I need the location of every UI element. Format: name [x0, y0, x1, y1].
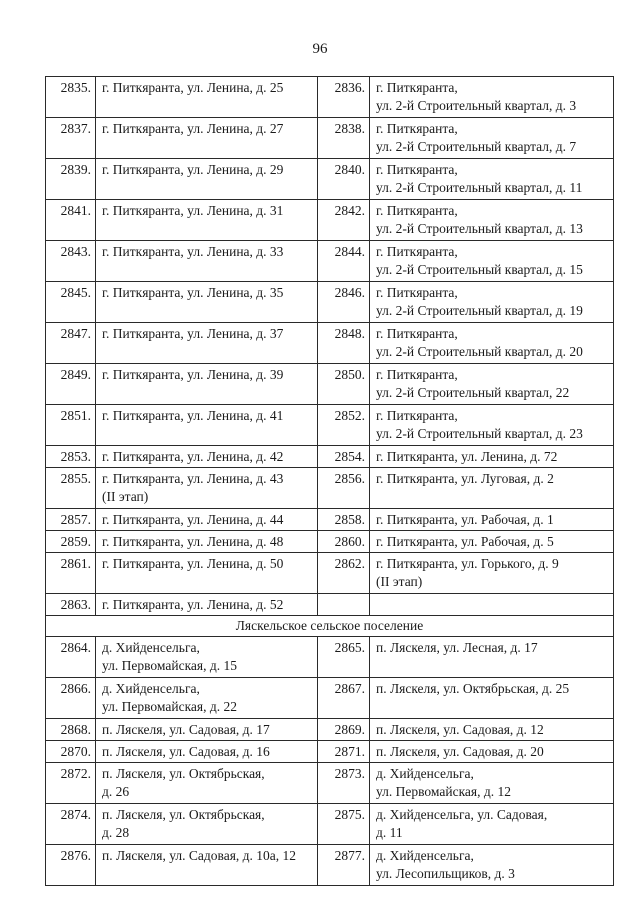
table-row	[46, 159, 614, 200]
entry-number: 2872.	[46, 763, 96, 804]
entry-address: п. Ляскеля, ул. Садовая, д. 10а, 12	[96, 845, 318, 886]
entry-number: 2858.	[318, 509, 370, 531]
table-row	[46, 364, 614, 405]
entry-number: 2865.	[318, 637, 370, 678]
entry-number: 2861.	[46, 553, 96, 594]
table-row	[46, 531, 614, 553]
entry-address: г. Питкяранта, ул. 2-й Строительный квартал, д. 7	[370, 118, 614, 159]
entry-address: п. Ляскеля, ул. Октябрьская, д. 26	[96, 763, 318, 804]
entry-number: 2840.	[318, 159, 370, 200]
entry-number: 2846.	[318, 282, 370, 323]
table-row	[46, 594, 614, 616]
table-row	[46, 637, 614, 678]
entry-address: г. Питкяранта, ул. Ленина, д. 39	[96, 364, 318, 405]
entry-address: д. Хийденсельга, ул. Первомайская, д. 22	[96, 678, 318, 719]
address-table-body-top	[46, 77, 614, 616]
entry-number	[318, 594, 370, 616]
entry-number: 2847.	[46, 323, 96, 364]
entry-address: д. Хийденсельга, ул. Садовая, д. 11	[370, 804, 614, 845]
table-row	[46, 763, 614, 804]
entry-address: п. Ляскеля, ул. Садовая, д. 20	[370, 741, 614, 763]
entry-address: г. Питкяранта, ул. Ленина, д. 44	[96, 509, 318, 531]
entry-number: 2841.	[46, 200, 96, 241]
page-number: 96	[312, 41, 328, 57]
entry-number: 2875.	[318, 804, 370, 845]
entry-number: 2845.	[46, 282, 96, 323]
table-row	[46, 509, 614, 531]
entry-number: 2850.	[318, 364, 370, 405]
entry-address: д. Хийденсельга, ул. Лесопильщиков, д. 3	[370, 845, 614, 886]
entry-address: г. Питкяранта, ул. 2-й Строительный квартал, д. 15	[370, 241, 614, 282]
entry-number: 2869.	[318, 719, 370, 741]
table-row	[46, 200, 614, 241]
entry-address: д. Хийденсельга, ул. Первомайская, д. 15	[96, 637, 318, 678]
table-row	[46, 845, 614, 886]
table-row	[46, 323, 614, 364]
entry-address: г. Питкяранта, ул. Ленина, д. 33	[96, 241, 318, 282]
entry-address: п. Ляскеля, ул. Садовая, д. 12	[370, 719, 614, 741]
entry-number: 2876.	[46, 845, 96, 886]
address-table-body-bottom	[46, 637, 614, 886]
entry-address: г. Питкяранта, ул. Ленина, д. 42	[96, 446, 318, 468]
entry-number: 2843.	[46, 241, 96, 282]
entry-number: 2857.	[46, 509, 96, 531]
address-table	[45, 76, 614, 886]
entry-address: г. Питкяранта, ул. Луговая, д. 2	[370, 468, 614, 509]
entry-number: 2871.	[318, 741, 370, 763]
entry-address: г. Питкяранта, ул. Ленина, д. 43 (II этап)	[96, 468, 318, 509]
table-row	[46, 719, 614, 741]
entry-address	[370, 594, 614, 616]
entry-number: 2849.	[46, 364, 96, 405]
entry-address: г. Питкяранта, ул. Ленина, д. 31	[96, 200, 318, 241]
entry-number: 2835.	[46, 77, 96, 118]
entry-number: 2868.	[46, 719, 96, 741]
table-row	[46, 446, 614, 468]
table-row	[46, 77, 614, 118]
table-row	[46, 804, 614, 845]
entry-number: 2866.	[46, 678, 96, 719]
entry-number: 2873.	[318, 763, 370, 804]
entry-address: г. Питкяранта, ул. 2-й Строительный квартал, д. 23	[370, 405, 614, 446]
entry-address: г. Питкяранта, ул. Горького, д. 9 (II этап)	[370, 553, 614, 594]
entry-number: 2863.	[46, 594, 96, 616]
entry-address: г. Питкяранта, ул. 2-й Строительный квартал, д. 19	[370, 282, 614, 323]
entry-address: г. Питкяранта, ул. 2-й Строительный квартал, д. 11	[370, 159, 614, 200]
table-row	[46, 118, 614, 159]
entry-address: г. Питкяранта, ул. Ленина, д. 52	[96, 594, 318, 616]
entry-address: г. Питкяранта, ул. 2-й Строительный квартал, д. 3	[370, 77, 614, 118]
entry-address: г. Питкяранта, ул. Ленина, д. 41	[96, 405, 318, 446]
entry-address: г. Питкяранта, ул. Ленина, д. 35	[96, 282, 318, 323]
section-header	[46, 616, 614, 637]
table-row	[46, 468, 614, 509]
entry-number: 2838.	[318, 118, 370, 159]
table-row	[46, 241, 614, 282]
entry-number: 2852.	[318, 405, 370, 446]
entry-address: г. Питкяранта, ул. 2-й Строительный квартал, 22	[370, 364, 614, 405]
entry-number: 2859.	[46, 531, 96, 553]
entry-address: г. Питкяранта, ул. Ленина, д. 37	[96, 323, 318, 364]
entry-number: 2867.	[318, 678, 370, 719]
entry-number: 2877.	[318, 845, 370, 886]
table-row	[46, 741, 614, 763]
section-row	[46, 616, 614, 637]
entry-number: 2864.	[46, 637, 96, 678]
entry-address: п. Ляскеля, ул. Садовая, д. 17	[96, 719, 318, 741]
entry-address: г. Питкяранта, ул. Ленина, д. 48	[96, 531, 318, 553]
entry-address: п. Ляскеля, ул. Лесная, д. 17	[370, 637, 614, 678]
entry-number: 2854.	[318, 446, 370, 468]
entry-number: 2844.	[318, 241, 370, 282]
entry-number: 2836.	[318, 77, 370, 118]
table-row	[46, 553, 614, 594]
table-row	[46, 282, 614, 323]
entry-address: п. Ляскеля, ул. Октябрьская, д. 25	[370, 678, 614, 719]
table-row	[46, 678, 614, 719]
entry-address: г. Питкяранта, ул. Рабочая, д. 5	[370, 531, 614, 553]
entry-address: г. Питкяранта, ул. 2-й Строительный квартал, д. 13	[370, 200, 614, 241]
entry-address: г. Питкяранта, ул. Ленина, д. 29	[96, 159, 318, 200]
entry-address: г. Питкяранта, ул. Рабочая, д. 1	[370, 509, 614, 531]
entry-number: 2848.	[318, 323, 370, 364]
entry-number: 2862.	[318, 553, 370, 594]
entry-address: д. Хийденсельга, ул. Первомайская, д. 12	[370, 763, 614, 804]
entry-address: г. Питкяранта, ул. Ленина, д. 27	[96, 118, 318, 159]
entry-number: 2851.	[46, 405, 96, 446]
entry-number: 2853.	[46, 446, 96, 468]
entry-number: 2856.	[318, 468, 370, 509]
entry-number: 2855.	[46, 468, 96, 509]
section-title: Ляскельское сельское поселение	[46, 616, 614, 637]
entry-number: 2839.	[46, 159, 96, 200]
entry-number: 2837.	[46, 118, 96, 159]
entry-address: п. Ляскеля, ул. Октябрьская, д. 28	[96, 804, 318, 845]
entry-number: 2874.	[46, 804, 96, 845]
entry-number: 2842.	[318, 200, 370, 241]
entry-address: г. Питкяранта, ул. Ленина, д. 72	[370, 446, 614, 468]
table-row	[46, 405, 614, 446]
entry-address: г. Питкяранта, ул. Ленина, д. 25	[96, 77, 318, 118]
entry-address: г. Питкяранта, ул. 2-й Строительный квартал, д. 20	[370, 323, 614, 364]
entry-address: п. Ляскеля, ул. Садовая, д. 16	[96, 741, 318, 763]
entry-number: 2870.	[46, 741, 96, 763]
entry-number: 2860.	[318, 531, 370, 553]
entry-address: г. Питкяранта, ул. Ленина, д. 50	[96, 553, 318, 594]
